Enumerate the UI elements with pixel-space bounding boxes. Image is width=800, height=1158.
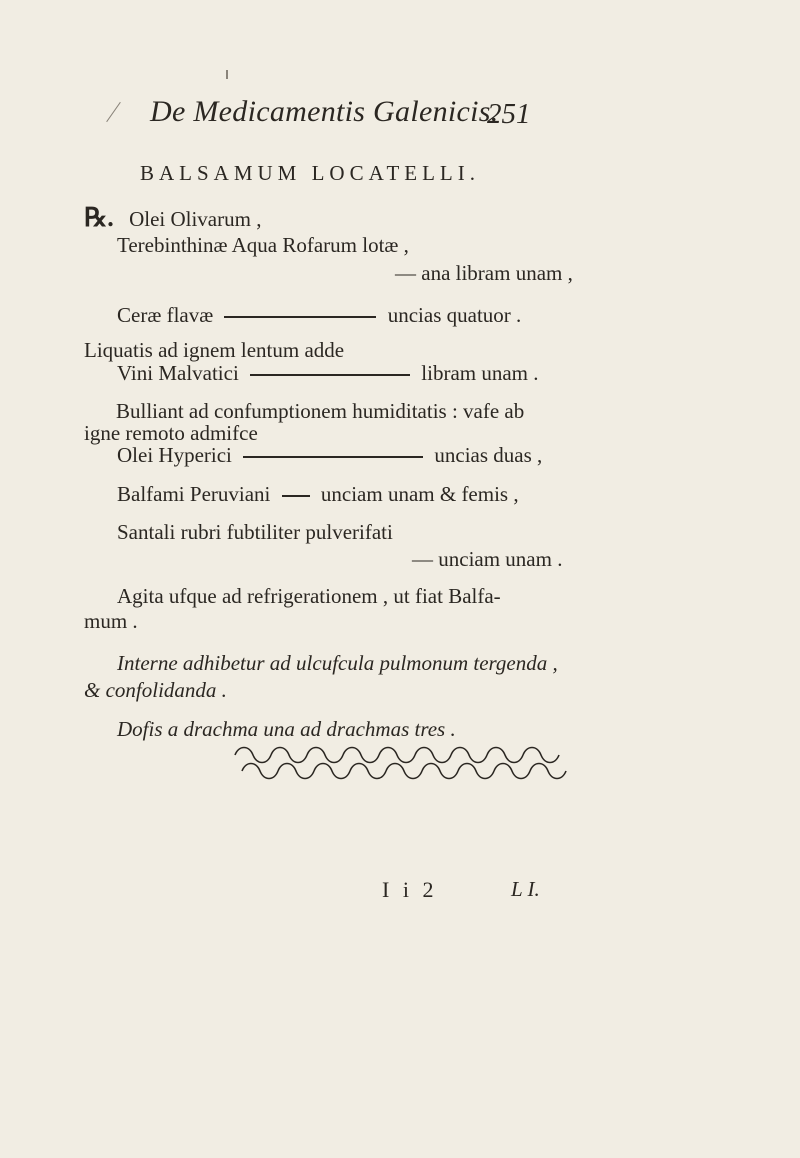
ink-speck bbox=[106, 102, 121, 122]
section-heading: BALSAMUM LOCATELLI. bbox=[140, 161, 480, 185]
leader-dash bbox=[282, 495, 310, 497]
recipe-line-8: igne remoto admifce bbox=[84, 421, 258, 445]
leader-dash bbox=[243, 456, 423, 458]
page-number: 251 bbox=[487, 98, 531, 130]
recipe-line-4 bbox=[117, 303, 521, 328]
recipe-line-10-left: Balfami Peruviani bbox=[117, 482, 271, 506]
usage-line-1: Interne adhibetur ad ulcufcula pulmonum tergenda , bbox=[117, 651, 558, 675]
recipe-line-9 bbox=[117, 443, 542, 468]
recipe-line-4-right: uncias quatuor . bbox=[387, 303, 522, 327]
recipe-line-6 bbox=[117, 361, 539, 386]
recipe-line-9-right: uncias duas , bbox=[434, 443, 543, 467]
recipe-line-6-left: Vini Malvatici bbox=[117, 361, 239, 385]
recipe-line-12: — unciam unam . bbox=[412, 547, 563, 571]
recipe-symbol: ℞. bbox=[84, 203, 114, 232]
recipe-line-11: Santali rubri fubtiliter pulverifati bbox=[117, 520, 393, 544]
recipe-line-13: Agita ufque ad refrigerationem , ut fiat Balfa- bbox=[117, 584, 501, 608]
recipe-line-6-right: libram unam . bbox=[421, 361, 539, 385]
recipe-line-4-left: Ceræ flavæ bbox=[117, 303, 214, 327]
ornament-row-bottom bbox=[242, 764, 566, 779]
signature-mark: I i 2 bbox=[382, 877, 438, 902]
recipe-line-9-left: Olei Hyperici bbox=[117, 443, 232, 467]
recipe-line-2: Terebinthinæ Aqua Rofarum lotæ , bbox=[117, 233, 409, 257]
usage-line-2: & confolidanda . bbox=[84, 678, 227, 702]
recipe-line-10 bbox=[117, 482, 519, 507]
ink-speck bbox=[226, 70, 228, 79]
recipe-line-7: Bulliant ad confumptionem humiditatis : vafe ab bbox=[116, 399, 525, 423]
ornament-row-top bbox=[235, 748, 559, 763]
recipe-line-5: Liquatis ad ignem lentum adde bbox=[84, 338, 345, 362]
running-title: De Medicamentis Galenicis. bbox=[150, 95, 499, 128]
ornament-band bbox=[230, 741, 570, 781]
recipe-line-1 bbox=[84, 203, 261, 233]
dose-line: Dofis a drachma una ad drachmas tres . bbox=[117, 717, 456, 741]
leader-dash bbox=[224, 316, 376, 318]
recipe-line-14: mum . bbox=[84, 609, 138, 633]
catchword: L I. bbox=[511, 877, 540, 901]
recipe-line-3: — ana libram unam , bbox=[395, 261, 573, 285]
leader-dash bbox=[250, 374, 410, 376]
recipe-line-1-text: Olei Olivarum , bbox=[129, 207, 262, 231]
recipe-line-10-right: unciam unam & femis , bbox=[320, 482, 519, 506]
